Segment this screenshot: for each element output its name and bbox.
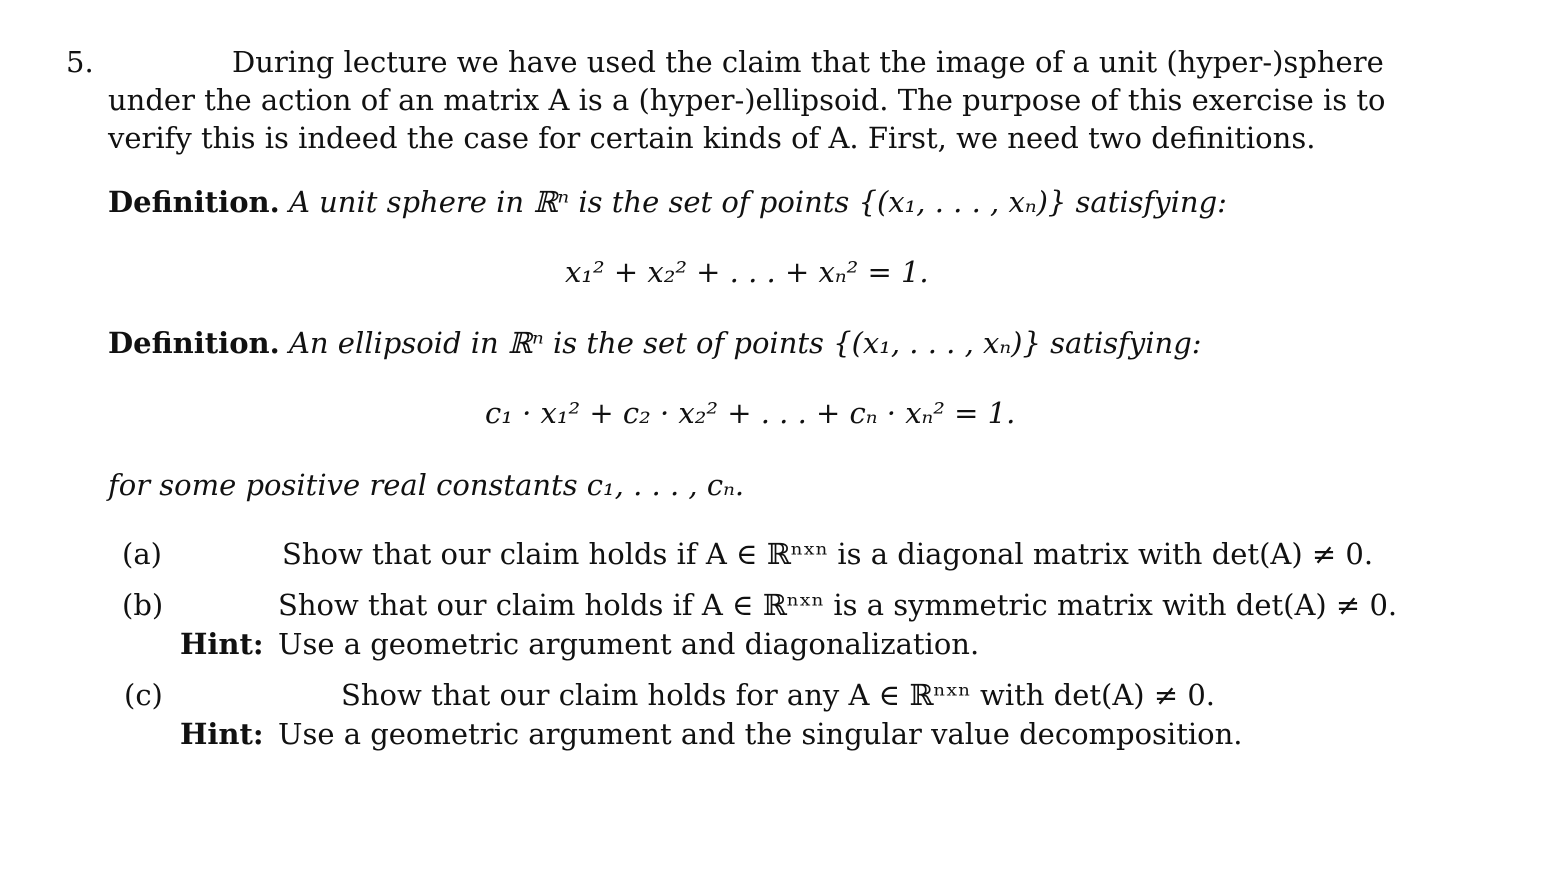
definition-ellipsoid-text: An ellipsoid in ℝⁿ is the set of points {(x₁, . . . , xₙ)} satisfying: — [288, 326, 1202, 360]
part-b-label: (b) — [122, 588, 164, 622]
part-c-text: Show that our claim holds for any A ∈ ℝⁿˣⁿ with det(A) ≠ 0. — [341, 678, 1216, 712]
ellipsoid-equation: c₁ · x₁² + c₂ · x₂² + . . . + cₙ · xₙ² = 1. — [485, 396, 1016, 430]
part-b-text: Show that our claim holds if A ∈ ℝⁿˣⁿ is a symmetric matrix with det(A) ≠ 0. — [278, 588, 1398, 622]
part-c-label: (c) — [124, 678, 163, 712]
definition-ellipsoid — [108, 326, 1202, 360]
definition-ellipsoid-label: Definition. — [108, 326, 280, 360]
part-b-hint-label: Hint: — [180, 627, 264, 661]
sphere-equation: x₁² + x₂² + . . . + xₙ² = 1. — [565, 255, 929, 289]
part-a-text: Show that our claim holds if A ∈ ℝⁿˣⁿ is a diagonal matrix with det(A) ≠ 0. — [282, 537, 1374, 571]
intro-line-2: under the action of an matrix A is a (hyper-)ellipsoid. The purpose of this exercise is to — [108, 83, 1386, 117]
intro-line-3: verify this is indeed the case for certain kinds of A. First, we need two definitions. — [108, 121, 1316, 155]
constants-note: for some positive real constants c₁, . . . , cₙ. — [108, 468, 745, 502]
part-b-hint: Use a geometric argument and diagonalization. — [278, 627, 980, 661]
intro-line-1: During lecture we have used the claim that the image of a unit (hyper-)sphere — [232, 45, 1384, 79]
definition-sphere-text: A unit sphere in ℝⁿ is the set of points {(x₁, . . . , xₙ)} satisfying: — [288, 185, 1227, 219]
definition-sphere-label: Definition. — [108, 185, 280, 219]
problem-number: 5. — [66, 45, 94, 79]
part-c-hint-label: Hint: — [180, 717, 264, 751]
part-c-hint: Use a geometric argument and the singular value decomposition. — [278, 717, 1243, 751]
definition-sphere — [108, 185, 1227, 219]
part-a-label: (a) — [122, 537, 162, 571]
